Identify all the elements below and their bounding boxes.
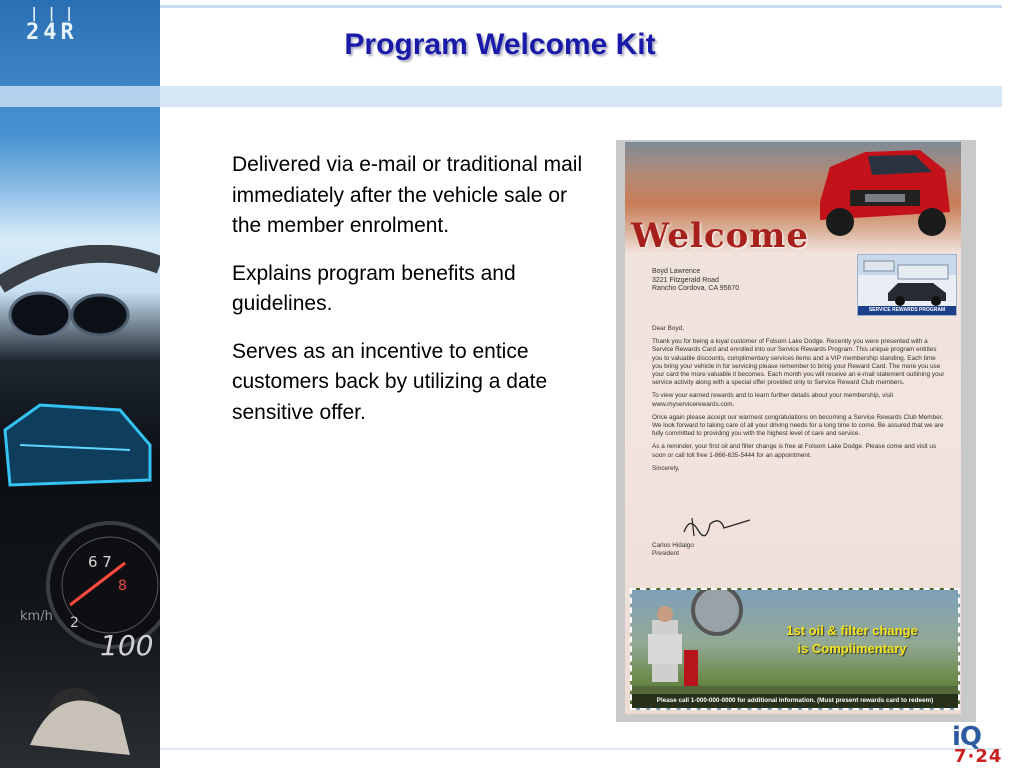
coupon-footer: Please call 1-000-000-0000 for additional information. (Must present rewards card to redeem) (632, 694, 958, 708)
svg-text:8: 8 (118, 578, 127, 594)
dealer-photo-badge (857, 254, 957, 316)
oil-change-coupon (630, 588, 960, 710)
address-line: 3221 Fitzgerald Road (652, 276, 719, 284)
red-pickup-truck-image (810, 142, 960, 247)
header-band-left (0, 86, 160, 107)
letter-body (652, 325, 947, 478)
top-rule (160, 5, 1002, 8)
address-line: Boyd Lawrence (652, 268, 701, 275)
letter-paragraph: Thank you for being a loyal customer of Folsom Lake Dodge. Recently you were presented with a Service Rewards Card and enrolled into our Service Rewards Program. This unique program entitles you to valuable discounts, complimentary services items and a VIP membership standing. Each time you bring your vehicle in for servicing please remember to bring your Reward Card. The more you use your card the more valuable it becomes. Each month you will receive an e-mail statement outlining your service activity along with a special offer provided only to Service Reward Club members. (652, 338, 945, 387)
letter-paragraph: To view your earned rewards and to learn further details about your membership, visit www.myservicerewards.com. (652, 392, 894, 408)
letter-closing: Sincerely, (652, 464, 680, 472)
recipient-address (652, 268, 739, 294)
iq-logo-bottom: 7·24 (954, 746, 1003, 767)
iq724-logo (948, 722, 1022, 768)
paragraph-incentive: Serves as an incentive to entice customers back by utilizing a date sensitive offer. (232, 339, 548, 424)
body-text (232, 150, 592, 445)
corner-logo: ||| 24R (26, 6, 83, 45)
signer-block (652, 542, 694, 558)
coupon-offer-line: is Complimentary (797, 641, 907, 656)
header-band (160, 86, 1002, 107)
coupon-offer-line: 1st oil & filter change (786, 623, 918, 638)
svg-text:100: 100 (100, 629, 154, 662)
coupon-offer (762, 622, 942, 658)
signature-image (680, 512, 760, 540)
svg-text:2: 2 (70, 615, 79, 631)
letter-paragraph: As a reminder, your first oil and filter change is free at Folsom Lake Dodge. Please come and visit us soon or call toll free 1-866-635-5444 for an appointment. (652, 443, 937, 459)
dealer-badge-label: SERVICE REWARDS PROGRAM (858, 306, 956, 315)
letter-paragraph: Once again please accept our warmest congratulations on becoming a Service Rewards Club Member. We look forward to taking care of all your driving needs for a long time to come. Be assured that we are fully committed to providing you with the highest level of care and service. (652, 413, 944, 438)
car-dashboard-image (0, 245, 160, 755)
left-decorative-panel (0, 0, 160, 768)
signer-title: President (652, 550, 679, 558)
paragraph-benefits: Explains program benefits and guidelines. (232, 261, 516, 315)
signer-name: Carlos Hidalgo (652, 542, 694, 549)
svg-text:km/h: km/h (20, 609, 53, 624)
welcome-letter-image (625, 142, 961, 714)
corner-logo-text: 24R (26, 20, 78, 45)
paragraph-delivery: Delivered via e-mail or traditional mail immediately after the vehicle sale or the member enrolment. (232, 153, 583, 237)
letter-salutation: Dear Boyd, (652, 325, 684, 332)
svg-text:6 7: 6 7 (88, 553, 112, 571)
slide-title: Program Welcome Kit (344, 28, 656, 61)
bottom-rule (160, 748, 1002, 750)
iq-logo-top: iQ (952, 722, 982, 752)
dealership-image (858, 255, 956, 307)
welcome-heading: Welcome (631, 216, 809, 256)
address-line: Rancho Cordova, CA 95670 (652, 285, 740, 293)
